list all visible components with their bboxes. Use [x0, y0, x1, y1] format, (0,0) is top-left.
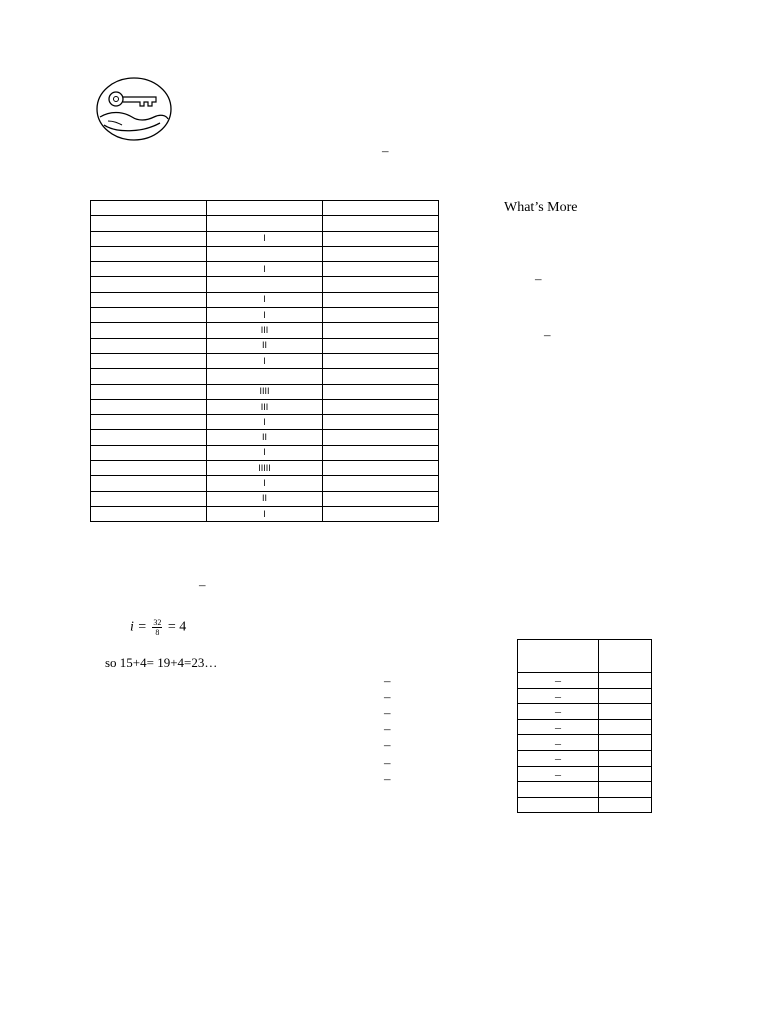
table-cell — [599, 719, 652, 735]
table-cell — [323, 491, 439, 506]
table-cell — [91, 323, 207, 338]
dash-mark: – — [384, 721, 391, 736]
table-cell — [91, 353, 207, 368]
table-row — [91, 415, 439, 430]
table-row — [91, 201, 439, 216]
table-row — [518, 735, 652, 751]
dash-mark: – — [384, 755, 391, 770]
table-cell — [91, 246, 207, 261]
tally-cell — [207, 277, 323, 292]
interval-cell — [518, 782, 599, 798]
dash-mark: – — [384, 689, 391, 704]
table-row — [91, 292, 439, 307]
table-row — [91, 445, 439, 460]
interval-cell: – — [518, 750, 599, 766]
table-cell — [323, 445, 439, 460]
tally-cell: I — [207, 231, 323, 246]
table-row — [91, 262, 439, 277]
class-interval-formula — [130, 618, 186, 637]
table-cell — [323, 338, 439, 353]
dash-mark: – — [384, 705, 391, 720]
table-row — [91, 308, 439, 323]
table-cell — [323, 262, 439, 277]
tally-cell: IIII — [207, 384, 323, 399]
table-cell — [323, 415, 439, 430]
dash-mark: – — [382, 143, 389, 158]
table-cell — [323, 369, 439, 384]
table-cell — [91, 430, 207, 445]
table-cell — [599, 640, 652, 673]
table-header-row — [518, 640, 652, 673]
key-hand-icon — [94, 75, 174, 143]
tally-cell: I — [207, 415, 323, 430]
table-row — [91, 506, 439, 521]
table-row — [91, 384, 439, 399]
table-cell — [599, 688, 652, 704]
table-cell — [91, 231, 207, 246]
dash-mark: – — [199, 577, 206, 592]
table-cell — [323, 353, 439, 368]
table-cell — [323, 506, 439, 521]
table-cell — [323, 201, 439, 216]
tally-cell — [207, 201, 323, 216]
table-row — [518, 688, 652, 704]
formula-denominator: 8 — [155, 628, 160, 637]
table-cell — [91, 369, 207, 384]
tally-cell: IIIII — [207, 461, 323, 476]
tally-cell — [207, 246, 323, 261]
table-cell — [323, 292, 439, 307]
tally-cell: II — [207, 338, 323, 353]
table-row — [91, 491, 439, 506]
table-cell — [323, 476, 439, 491]
formula-lhs: i = — [130, 619, 147, 635]
table-cell — [599, 782, 652, 798]
interval-cell: – — [518, 766, 599, 782]
table-cell — [323, 277, 439, 292]
tally-cell: I — [207, 506, 323, 521]
table-row — [91, 338, 439, 353]
table-cell — [91, 384, 207, 399]
table-cell — [323, 216, 439, 231]
table-row — [518, 719, 652, 735]
dash-mark: – — [544, 327, 551, 342]
tally-cell: III — [207, 323, 323, 338]
interval-sequence-text: so 15+4= 19+4=23… — [105, 655, 218, 670]
interval-cell: – — [518, 688, 599, 704]
table-cell — [599, 797, 652, 813]
table-row — [91, 323, 439, 338]
table-cell — [599, 766, 652, 782]
table-cell — [518, 640, 599, 673]
tally-cell: I — [207, 262, 323, 277]
table-cell — [91, 415, 207, 430]
class-interval-table — [517, 639, 652, 813]
table-cell — [91, 476, 207, 491]
formula-rhs: = 4 — [167, 619, 187, 635]
table-cell — [323, 430, 439, 445]
table-row — [91, 369, 439, 384]
table-cell — [91, 292, 207, 307]
table-row — [518, 673, 652, 689]
dash-mark: – — [384, 771, 391, 786]
table-row — [91, 430, 439, 445]
table-cell — [91, 338, 207, 353]
tally-cell: II — [207, 491, 323, 506]
dash-mark: – — [384, 673, 391, 688]
table-row — [518, 750, 652, 766]
table-cell — [323, 231, 439, 246]
table-cell — [91, 262, 207, 277]
table-cell — [323, 399, 439, 414]
table-row — [518, 704, 652, 720]
table-cell — [91, 277, 207, 292]
interval-cell: – — [518, 719, 599, 735]
tally-cell: I — [207, 308, 323, 323]
tally-cell: I — [207, 445, 323, 460]
interval-cell: – — [518, 735, 599, 751]
dash-mark: – — [384, 737, 391, 752]
formula-numerator: 32 — [153, 618, 162, 627]
table-cell — [323, 384, 439, 399]
tally-cell: I — [207, 292, 323, 307]
table-cell — [599, 750, 652, 766]
table-row — [91, 231, 439, 246]
table-cell — [323, 461, 439, 476]
table-cell — [91, 491, 207, 506]
table-cell — [599, 735, 652, 751]
tally-cell: I — [207, 476, 323, 491]
table-cell — [91, 445, 207, 460]
table-row — [91, 216, 439, 231]
table-cell — [599, 704, 652, 720]
tally-cell: II — [207, 430, 323, 445]
table-cell — [599, 673, 652, 689]
tally-table — [90, 200, 439, 522]
section-heading: What’s More — [504, 200, 578, 215]
interval-cell: – — [518, 704, 599, 720]
dash-mark: – — [535, 271, 542, 286]
tally-cell — [207, 216, 323, 231]
tally-cell — [207, 369, 323, 384]
table-row — [91, 353, 439, 368]
table-cell — [323, 323, 439, 338]
table-row — [91, 476, 439, 491]
table-row — [91, 246, 439, 261]
table-row — [91, 461, 439, 476]
table-cell — [323, 308, 439, 323]
table-cell — [91, 461, 207, 476]
table-row — [518, 782, 652, 798]
table-cell — [323, 246, 439, 261]
table-row — [518, 766, 652, 782]
table-cell — [91, 201, 207, 216]
table-cell — [91, 399, 207, 414]
interval-cell — [518, 797, 599, 813]
table-cell — [91, 506, 207, 521]
table-row — [91, 399, 439, 414]
interval-cell: – — [518, 673, 599, 689]
formula-fraction — [152, 618, 162, 637]
table-row — [91, 277, 439, 292]
table-cell — [91, 308, 207, 323]
tally-cell: III — [207, 399, 323, 414]
table-cell — [91, 216, 207, 231]
table-row — [518, 797, 652, 813]
tally-cell: I — [207, 353, 323, 368]
